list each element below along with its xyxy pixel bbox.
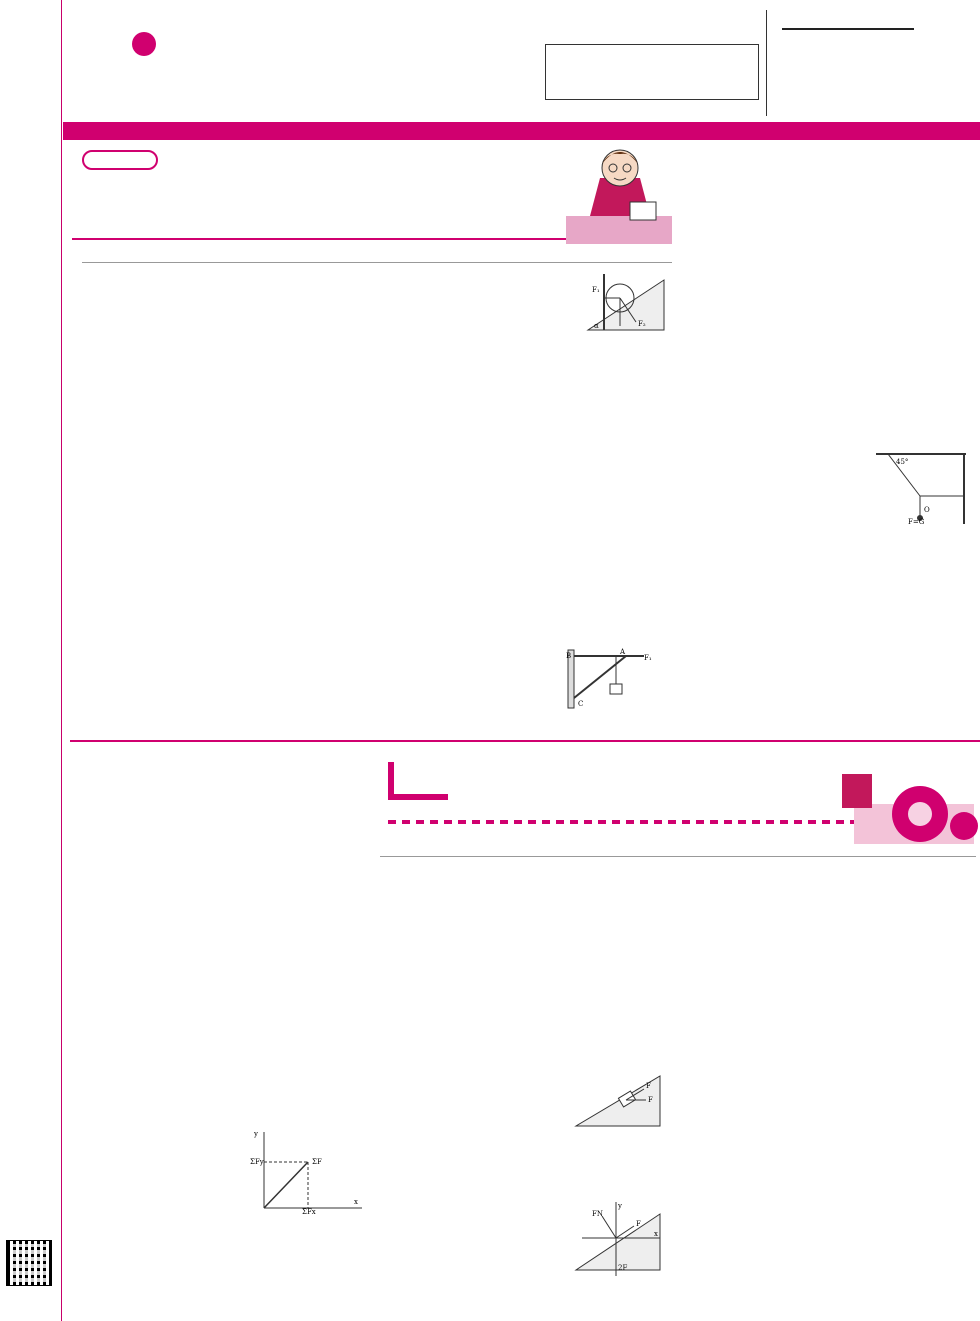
svg-text:ΣF: ΣF <box>312 1158 322 1166</box>
svg-text:ΣFy: ΣFy <box>250 1158 264 1166</box>
svg-text:FN: FN <box>592 1210 603 1218</box>
svg-text:45°: 45° <box>896 458 909 466</box>
subject-box <box>778 28 918 30</box>
section-separator <box>70 740 980 742</box>
figure-2-incline <box>572 1070 664 1130</box>
svg-text:y: y <box>254 1130 258 1138</box>
svg-text:F: F <box>648 1096 653 1104</box>
svg-text:α: α <box>594 322 599 330</box>
figure-orthogonal-axes <box>250 1128 368 1214</box>
svg-text:C: C <box>578 700 584 708</box>
svg-text:F: F <box>646 1082 651 1090</box>
masthead-divider <box>766 10 767 116</box>
svg-text:F₁: F₁ <box>592 286 600 294</box>
title-underline <box>72 238 592 240</box>
title-bracket-icon <box>388 762 448 800</box>
sum-formulas <box>104 1240 364 1244</box>
wheel-cart-illustration <box>840 744 978 848</box>
editor-info <box>0 0 61 2</box>
cartoon-teacher-icon <box>560 142 678 248</box>
svg-text:F=G: F=G <box>908 518 925 526</box>
svg-text:A: A <box>620 648 626 656</box>
svg-text:x: x <box>654 1230 658 1238</box>
figure-3-lamp <box>874 450 970 528</box>
svg-text:B: B <box>566 652 572 660</box>
svg-text:x: x <box>354 1198 358 1206</box>
title-dots <box>388 820 868 824</box>
ex1-options <box>406 330 586 342</box>
issue-date-box <box>545 44 759 100</box>
figure-1-incline-ball <box>584 270 668 336</box>
figure-2-bracket <box>564 648 664 710</box>
author-rule <box>82 262 672 263</box>
svg-text:ΣFx: ΣFx <box>302 1208 316 1214</box>
publisher-info-bar <box>63 122 980 140</box>
article2-column3 <box>676 858 966 862</box>
figure-3-axes-incline <box>572 1198 664 1278</box>
svg-text:F₂: F₂ <box>638 320 646 328</box>
newspaper-logo[interactable] <box>140 16 450 112</box>
svg-text:O: O <box>924 506 930 514</box>
author-rule-2 <box>380 856 976 857</box>
svg-text:2F: 2F <box>618 1264 628 1272</box>
left-column-strip <box>0 0 62 1321</box>
column-tag-method <box>82 150 158 170</box>
svg-text:y: y <box>618 1202 622 1210</box>
svg-text:F₁: F₁ <box>644 654 652 662</box>
svg-text:F: F <box>636 1220 641 1228</box>
qr-code-icon[interactable] <box>6 1240 52 1286</box>
logo-emblem-icon <box>132 32 156 56</box>
